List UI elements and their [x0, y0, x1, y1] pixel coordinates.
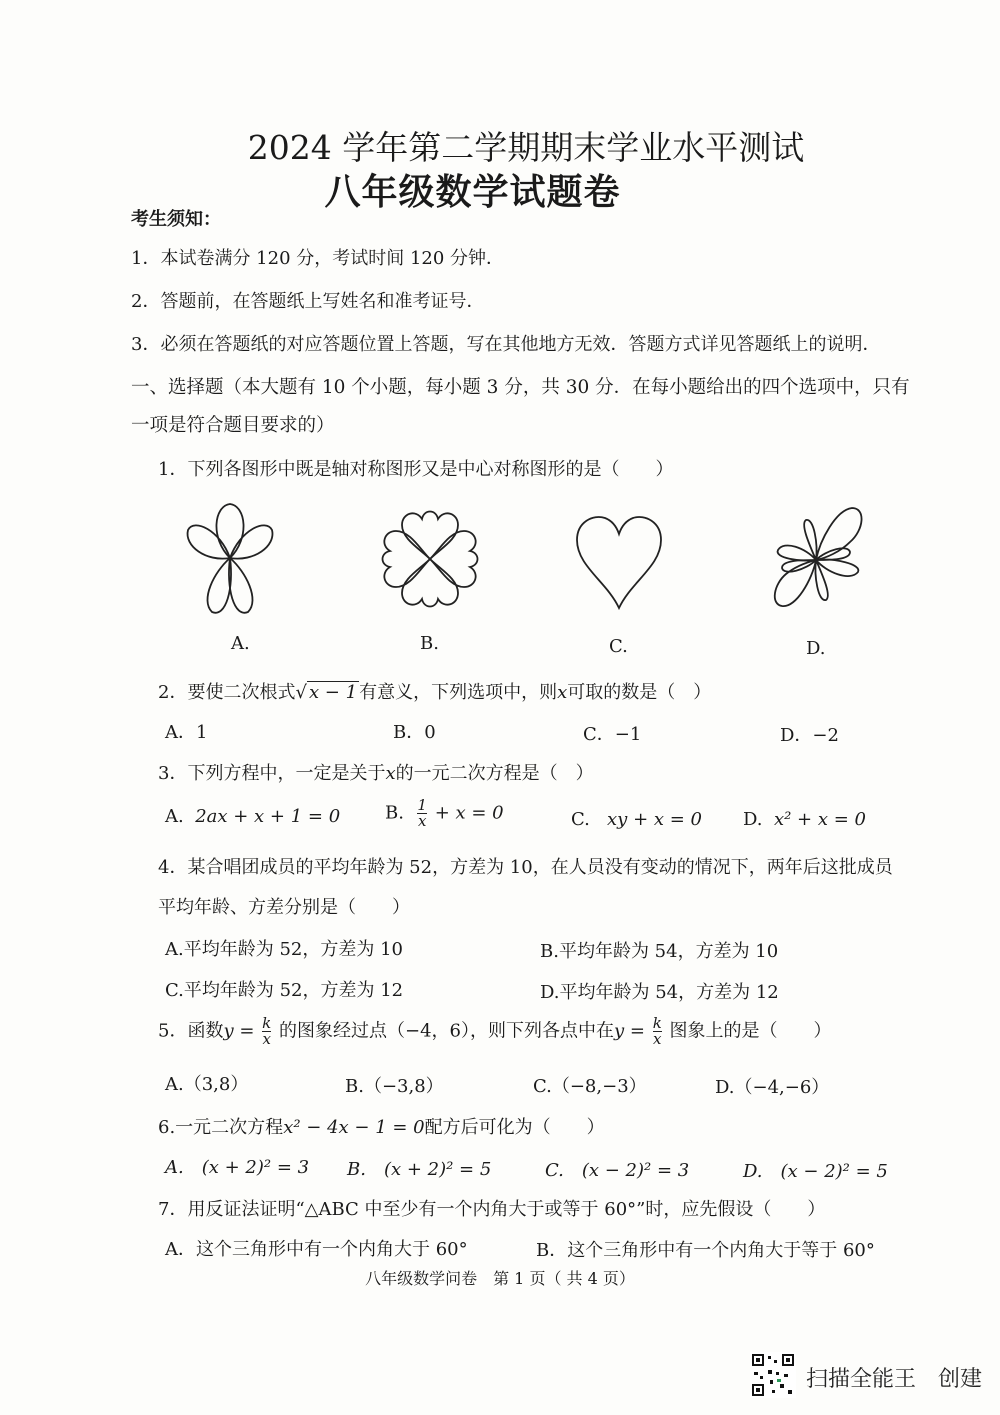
q3-frac-num: 1 — [417, 796, 427, 814]
q2-option-b: B．0 — [393, 722, 436, 743]
q2-stem-c: 可取的数是（ ） — [567, 682, 712, 703]
question-3-stem — [158, 759, 594, 785]
q3-option-d — [743, 809, 866, 830]
exam-title: 2024 学年第二学期期末学业水平测试 — [247, 128, 805, 167]
question-6-stem — [158, 1113, 605, 1139]
q7-option-b: B．这个三角形中有一个内角大于等于 60° — [536, 1240, 875, 1261]
q5-fn-lhs-2: y = — [614, 1020, 645, 1042]
scanner-watermark: 扫描全能王 创建 — [806, 1367, 983, 1392]
question-7-stem: 7．用反证法证明“△ABC 中至少有一个内角大于或等于 60°”时，应先假设（ ） — [158, 1199, 826, 1220]
question-2-stem: 2．要使二次根式√ x − 1 有意义，下列选项中，则x可取的数是（ ） — [158, 682, 712, 703]
q2-option-d: D．−2 — [780, 725, 839, 746]
q6-option-c: C. (x − 2)² = 3 — [545, 1160, 690, 1181]
q3-option-b-fraction — [417, 798, 427, 829]
paper-title: 八年级数学试题卷 — [324, 171, 621, 213]
section-heading-cont: 一项是符合题目要求的） — [131, 415, 335, 436]
q5-frac-den-1: x — [262, 1030, 271, 1048]
heart-icon — [573, 512, 665, 612]
q6-equation: x² − 4x − 1 = 0 — [283, 1117, 425, 1138]
q3-option-b-rest: + x = 0 — [434, 802, 504, 824]
q5-frac-num-1: k — [262, 1014, 272, 1032]
q3-frac-den: x — [417, 812, 427, 830]
q1-label-a: A. — [231, 633, 250, 654]
question-4-stem: 4．某合唱团成员的平均年龄为 52，方差为 10，在人员没有变动的情况下，两年后这批成员 — [158, 857, 893, 878]
q6-option-d: D. (x − 2)² = 5 — [743, 1161, 888, 1182]
q3-option-b-label: B. — [385, 802, 404, 824]
q5-fraction-2 — [653, 1016, 662, 1047]
question-1-stem: 1．下列各图形中既是轴对称图形又是中心对称图形的是（ ） — [158, 459, 674, 480]
q4-option-a: A.平均年龄为 52，方差为 10 — [165, 939, 403, 960]
q5-stem-a: 5．函数 — [158, 1020, 224, 1042]
notice-item-2: 2．答题前，在答题纸上写姓名和准考证号． — [131, 291, 485, 312]
q3-option-c-label: C. — [571, 809, 590, 830]
q3-option-b — [385, 798, 504, 829]
q3-option-d-expr: x² + x = 0 — [773, 809, 866, 830]
q1-label-c: C. — [609, 636, 628, 657]
q5-option-c: C.（−8,−3） — [533, 1076, 647, 1097]
q5-fraction-1 — [262, 1016, 271, 1047]
question-4-stem-cont: 平均年龄、方差分别是（ ） — [158, 897, 410, 918]
q3-stem-a: 3．下列方程中，一定是关于 — [158, 763, 386, 784]
q2-radicand: x − 1 — [308, 682, 358, 703]
q4-option-b: B.平均年龄为 54，方差为 10 — [540, 941, 779, 962]
q3-option-c-expr: xy + x = 0 — [607, 809, 703, 830]
q6-option-b: B. (x + 2)² = 5 — [347, 1159, 492, 1180]
q5-option-a: A.（3,8） — [165, 1074, 249, 1095]
q1-label-d: D. — [806, 638, 826, 659]
q2-stem-b: 有意义，下列选项中，则 — [359, 682, 558, 703]
four-leaf-clover-icon — [380, 505, 480, 615]
q4-option-c: C.平均年龄为 52，方差为 12 — [165, 980, 404, 1001]
q5-stem-c: 图象上的是（ ） — [669, 1020, 832, 1042]
q3-option-d-label: D. — [743, 809, 763, 830]
q1-label-b: B. — [420, 633, 439, 654]
q2-option-c: C．−1 — [583, 724, 642, 745]
q3-stem-b: 的一元二次方程是（ ） — [395, 763, 594, 784]
q6-stem-b: 配方后可化为（ ） — [424, 1117, 605, 1138]
q3-option-c — [571, 809, 702, 830]
q5-frac-num-2: k — [652, 1014, 662, 1032]
q5-option-b: B.（−3,8） — [345, 1076, 444, 1097]
q4-option-d: D.平均年龄为 54，方差为 12 — [540, 982, 779, 1003]
q3-option-a — [165, 806, 340, 827]
q7-option-a: A．这个三角形中有一个内角大于 60° — [165, 1239, 468, 1260]
q5-fn-lhs: y = — [223, 1020, 255, 1042]
q5-stem-b: 的图象经过点（−4，6），则下列各点中在 — [279, 1020, 614, 1042]
notice-item-3: 3．必须在答题纸的对应答题位置上答题，写在其他地方无效．答题方式详见答题纸上的说明． — [131, 334, 881, 355]
butterfly-flower-icon — [770, 500, 870, 615]
q3-option-a-expr: 2ax + x + 1 = 0 — [195, 806, 341, 827]
five-petal-flower-icon — [180, 500, 280, 625]
qr-code-icon — [750, 1352, 796, 1398]
q2-var: x — [557, 682, 568, 703]
section-heading: 一、选择题（本大题有 10 个小题，每小题 3 分，共 30 分．在每小题给出的四个选项中，只有 — [131, 377, 910, 398]
q2-stem-a: 2．要使二次根式 — [158, 682, 296, 703]
q3-var: x — [385, 763, 396, 784]
q2-option-a: A．1 — [165, 722, 208, 743]
notice-heading: 考生须知： — [131, 209, 221, 230]
q5-option-d: D.（−4,−6） — [715, 1077, 830, 1098]
q6-stem-a: 6.一元二次方程 — [158, 1117, 284, 1138]
page-footer: 八年级数学问卷 第 1 页（ 共 4 页） — [365, 1269, 635, 1288]
question-5-stem — [158, 1016, 832, 1047]
q3-option-a-label: A. — [165, 806, 184, 827]
notice-item-1: 1．本试卷满分 120 分，考试时间 120 分钟． — [131, 248, 505, 269]
q5-frac-den-2: x — [653, 1030, 662, 1048]
q6-option-a: A. (x + 2)² = 3 — [165, 1157, 310, 1178]
